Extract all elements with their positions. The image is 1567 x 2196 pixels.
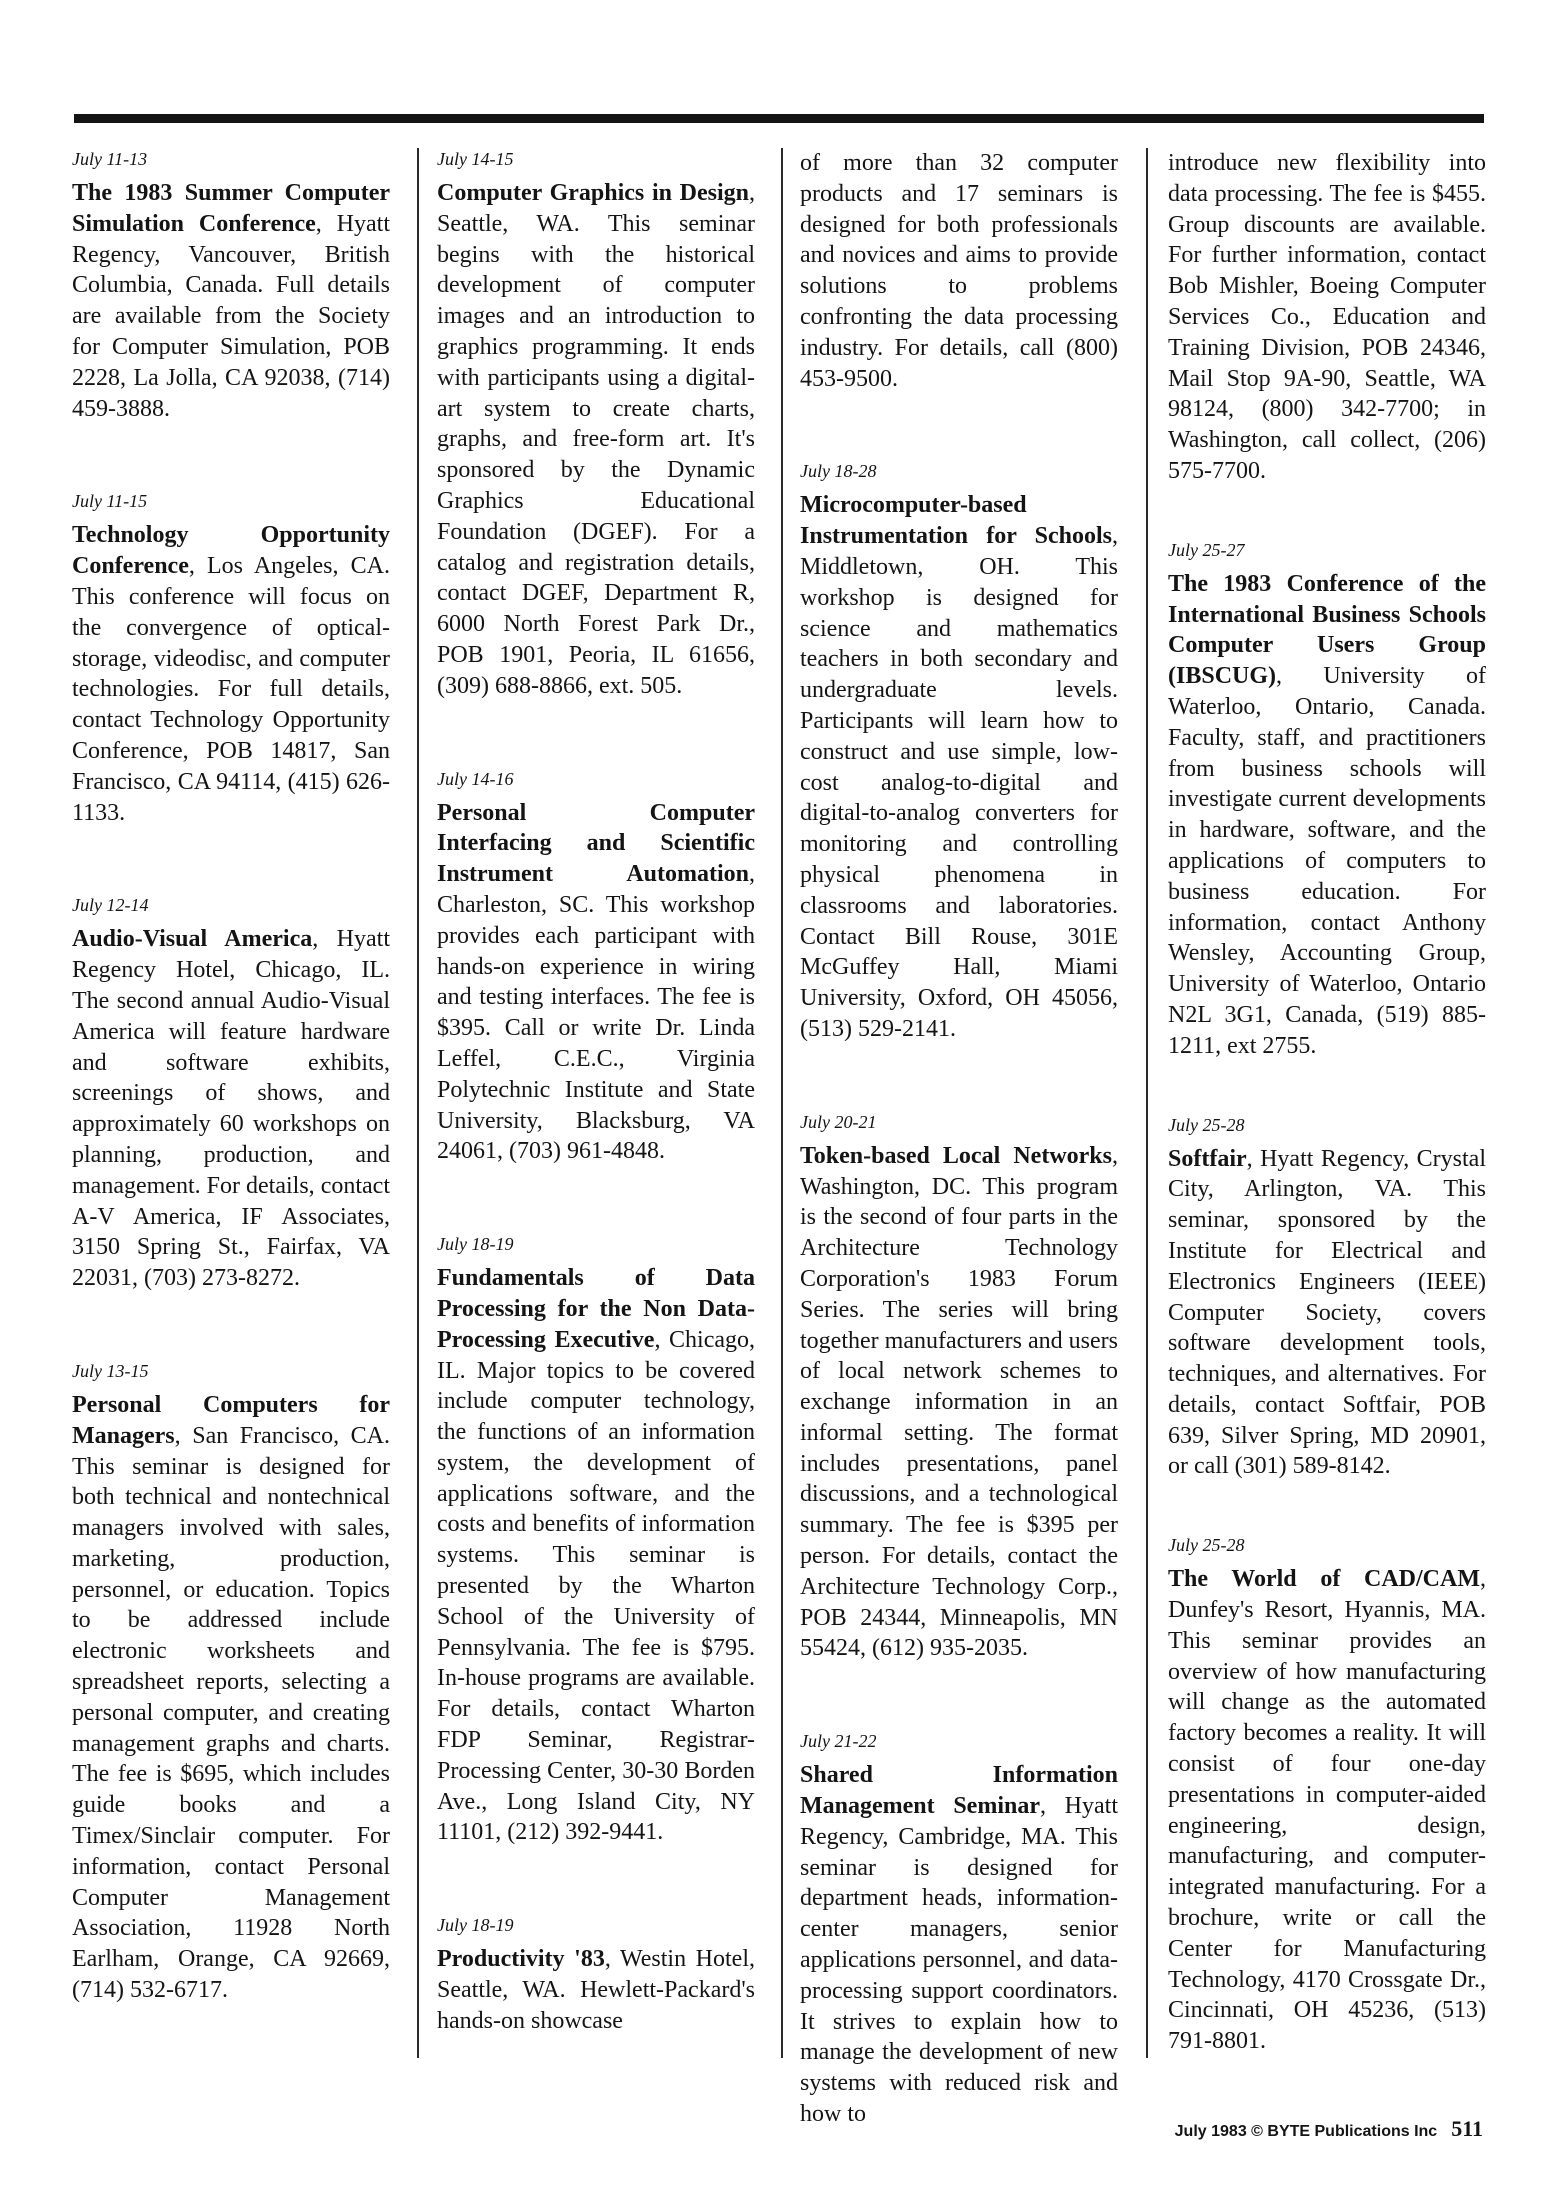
event-entry <box>1168 1534 1486 2057</box>
event-title: Fundamentals of Data Processing for the Non Data-Processing Executive <box>437 1265 755 1353</box>
event-title: Token-based Local Networks <box>800 1142 1112 1169</box>
event-description: , Charleston, SC. This workshop provides each participant with hands-on experience in wiring and testing interfaces. The fee is $395. Call or write Dr. Linda Leffel, C.E.C., Virginia Polytechnic Institute and State University, Blacksburg, VA 24061, (703) 961-4848. <box>437 861 755 1165</box>
event-title: Personal Computer Interfacing and Scientific Instrument Automation <box>437 799 755 888</box>
event-entry <box>437 1233 755 1848</box>
event-description: , Westin Hotel, Seattle, WA. Hewlett-Packard's hands-on showcase <box>437 1946 755 2034</box>
column-3 <box>800 148 1118 2196</box>
footer-credit: July 1983 © BYTE Publications Inc <box>1174 2123 1438 2140</box>
top-rule <box>74 114 1484 123</box>
event-title: Technology Opportunity Conference <box>72 522 390 580</box>
column-4 <box>1168 148 1486 2109</box>
page-number: 511 <box>1451 2116 1483 2141</box>
event-date: July 11-13 <box>72 149 148 169</box>
event-description-continued: of more than 32 computer products and 17 seminars is designed for both professionals and novices and aims to provide solutions to problems confronting the data processing industry. For details, call (800) 453-9500. <box>800 150 1118 392</box>
column-divider <box>1146 148 1148 2058</box>
column-divider <box>417 148 419 2058</box>
event-title: The 1983 Summer Computer Simulation Conference <box>72 180 390 237</box>
event-title: Audio-Visual America <box>72 926 313 953</box>
event-description: , Hyatt Regency, Cambridge, MA. This seminar is designed for department heads, information-center managers, senior applications personnel, and data-processing support coordinators. It strives to explain how to manage the development of new systems with reduced risk and how to <box>800 1793 1118 2128</box>
event-title: The 1983 Conference of the International Business Schools Computer Users Group (IBSCUG) <box>1168 570 1486 690</box>
event-description: , Middletown, OH. This workshop is designed for science and mathematics teachers in both secondary and undergraduate levels. Participants will learn how to construct and use simple, low-cost analog-to-digital and digital-to-analog converters for monitoring and controlling physical phenomena in classrooms and laboratories. Contact Bill Rouse, 301E McGuffey Hall, Miami University, Oxford, OH 45056, (513) 529-2141. <box>800 523 1118 1042</box>
event-description-continued: introduce new flexibility into data processing. The fee is $455. Group discounts are available. For further information, contact Bob Mishler, Boeing Computer Services Co., Education and Training Division, POB 24346, Mail Stop 9A-90, Seattle, WA 98124, (800) 342-7700; in Washington, call collect, (206) 575-7700. <box>1168 150 1486 484</box>
event-title: The World of CAD/CAM <box>1168 1566 1480 1593</box>
page-footer <box>1175 2116 1483 2142</box>
event-entry <box>1168 539 1486 1062</box>
event-entry <box>437 148 755 702</box>
column-2 <box>437 148 755 2103</box>
event-entry <box>800 1111 1118 1665</box>
event-description: , Hyatt Regency, Vancouver, British Columbia, Canada. Full details are available from the Society for Computer Simulation, POB 2228, La Jolla, CA 92038, (714) 459-3888. <box>72 210 390 422</box>
column-divider <box>781 148 783 2058</box>
event-entry <box>800 460 1118 1044</box>
event-date: July 18-19 <box>437 1234 514 1255</box>
event-date: July 25-28 <box>1168 1535 1245 1556</box>
event-title: Computer Graphics in Design <box>437 180 749 206</box>
event-date: July 25-28 <box>1168 1114 1245 1135</box>
event-title: Productivity '83 <box>437 1946 605 1973</box>
event-description: , Washington, DC. This program is the second of four parts in the Architecture Technology Corporation's 1983 Forum Series. The series will bring together manufacturers and users of local network schemes to exchange information in an informal setting. The format includes presentations, panel discussions, and a technological summary. The fee is $395 per person. For details, contact the Architecture Technology Corp., POB 24344, Minneapolis, MN 55424, (612) 935-2035. <box>800 1142 1118 1662</box>
event-entry <box>72 148 390 424</box>
event-description: , University of Waterloo, Ontario, Canada. Faculty, staff, and practitioners from business schools will investigate current developments in hardware, software, and the applications of computers to business education. For information, contact Anthony Wensley, Accounting Group, University of Waterloo, Ontario N2L 3G1, Canada, (519) 885-1211, ext 2755. <box>1168 663 1486 1059</box>
event-date: July 12-14 <box>72 895 149 916</box>
event-entry-continued <box>800 148 1118 394</box>
event-entry <box>72 1360 390 2006</box>
event-description: , Los Angeles, CA. This conference will focus on the convergence of optical-storage, videodisc, and computer technologies. For full details, contact Technology Opportunity Conference, POB 14817, San Francisco, CA 94114, (415) 626-1133. <box>72 553 390 826</box>
event-description: , Hyatt Regency Hotel, Chicago, IL. The second annual Audio-Visual America will feature hardware and software exhibits, screenings of shows, and approximately 60 workshops on planning, production, and management. For details, contact A-V America, IF Associates, 3150 Spring St., Fairfax, VA 22031, (703) 273-8272. <box>72 926 390 1292</box>
event-date: July 11-15 <box>72 491 148 512</box>
event-title: Personal Computers for Managers <box>72 1391 390 1449</box>
event-date: July 13-15 <box>72 1360 149 1381</box>
event-entry <box>800 1730 1118 2130</box>
event-date: July 25-27 <box>1168 539 1245 560</box>
event-description: , Hyatt Regency, Crystal City, Arlington, VA. This seminar, sponsored by the Institute for Electrical and Electronics Engineers (IEEE) Computer Society, covers software development tools, techniques, and alternatives. For details, contact Softfair, POB 639, Silver Spring, MD 20901, or call (301) 589-8142. <box>1168 1145 1486 1480</box>
event-description: , San Francisco, CA. This seminar is designed for both technical and nontechnical managers involved with sales, marketing, production, personnel, or education. Topics to be addressed include electronic worksheets and spreadsheet reports, selecting a personal computer, and creating management graphs and charts. The fee is $695, which includes guide books and a Timex/Sinclair computer. For information, contact Personal Computer Management Association, 11928 North Earlham, Orange, CA 92669, (714) 532-6717. <box>72 1422 390 2004</box>
event-date: July 18-19 <box>437 1915 514 1936</box>
event-description: , Dunfey's Resort, Hyannis, MA. This seminar provides an overview of how manufacturing will change as the automated factory becomes a reality. It will consist of four one-day presentations in computer-aided engineering, design, manufacturing, and computer-integrated manufacturing. For a brochure, write or call the Center for Manufacturing Technology, 4170 Crossgate Dr., Cincinnati, OH 45236, (513) 791-8801. <box>1168 1566 1486 2055</box>
event-entry <box>1168 1114 1486 1483</box>
event-description: , Seattle, WA. This seminar begins with the historical development of computer images and an introduction to graphics programming. It ends with participants using a digital-art system to create charts, graphs, and free-form art. It's sponsored by the Dynamic Graphics Educational Foundation (DGEF). For a catalog and registration details, contact DGEF, Department R, 6000 North Forest Park Dr., POB 1901, Peoria, IL 61656, (309) 688-8866, ext. 505. <box>437 180 755 699</box>
event-date: July 14-16 <box>437 768 514 789</box>
event-date: July 21-22 <box>800 1731 877 1752</box>
event-entry <box>72 490 390 828</box>
event-title: Shared Information Management Seminar <box>800 1762 1118 1820</box>
event-date: July 20-21 <box>800 1111 877 1132</box>
event-description: , Chicago, IL. Major topics to be covered include computer technology, the functions of an information system, the development of applications software, and the costs and benefits of information systems. This seminar is presented by the Wharton School of the University of Pennsylvania. The fee is $795. In-house programs are available. For details, contact Wharton FDP Seminar, Registrar-Processing Center, 30-30 Borden Ave., Long Island City, NY 11101, (212) 392-9441. <box>437 1326 755 1846</box>
event-title: Microcomputer-based Instrumentation for Schools <box>800 492 1112 550</box>
event-entry <box>72 894 390 1294</box>
column-1 <box>72 148 390 2072</box>
event-title: Softfair <box>1168 1145 1247 1172</box>
event-date: July 18-28 <box>800 461 877 482</box>
event-date: July 14-15 <box>437 149 514 169</box>
event-entry <box>437 768 755 1168</box>
event-entry-continued <box>1168 148 1486 487</box>
event-entry <box>437 1914 755 2036</box>
